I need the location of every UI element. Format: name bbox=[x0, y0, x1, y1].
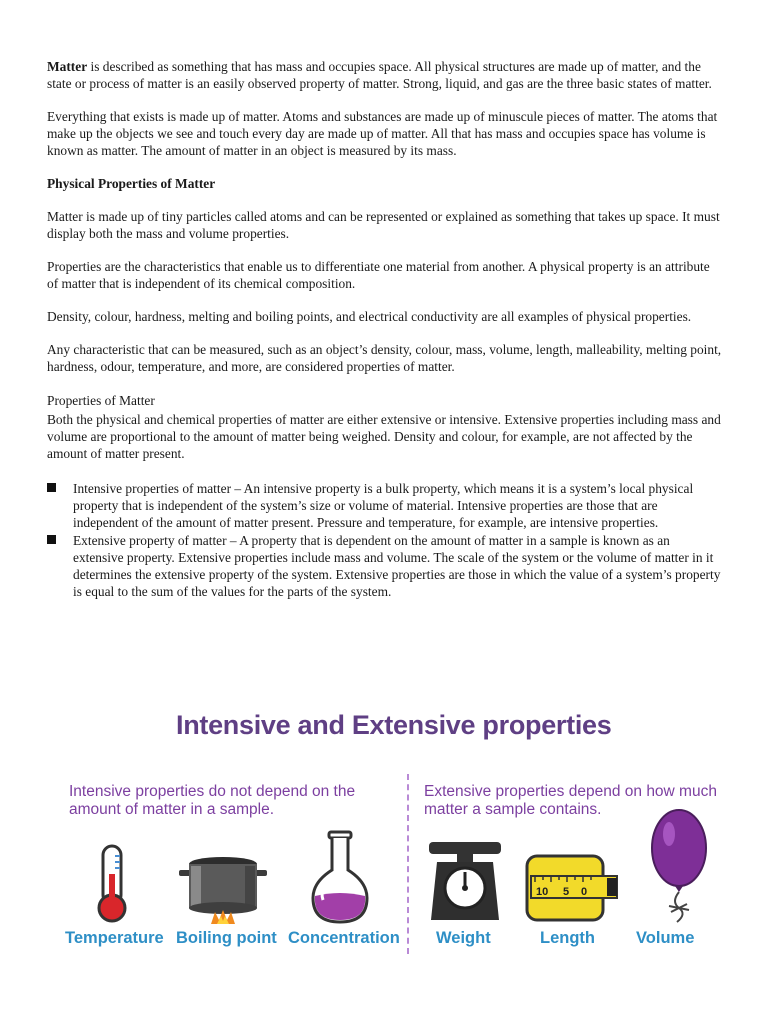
bullet-text: Intensive properties of matter – An intensive property is a bulk property, which means it is a system’s local physical property that is independent of the system’s size or volume of material. Intensive properties are those that are independent of the amount of matter present. Pressure and temperature, for example, are intensive properties. bbox=[73, 481, 694, 530]
caption-weight: Weight bbox=[436, 929, 491, 947]
infographic bbox=[47, 706, 747, 956]
paragraph-3: Matter is made up of tiny particles called atoms and can be represented or explained as something that takes up space. It must display both the mass and volume properties. bbox=[47, 209, 720, 241]
bullet-square-icon bbox=[47, 483, 56, 492]
paragraph-1-lead: Matter bbox=[47, 59, 88, 74]
intensive-description: Intensive properties do not depend on the amount of matter in a sample. bbox=[69, 783, 356, 818]
bullet-item-extensive bbox=[47, 532, 723, 600]
bullet-square-icon bbox=[47, 535, 56, 544]
paragraph-6: Any characteristic that can be measured, such as an object’s density, colour, mass, volume, length, malleability, melting point, hardness, odour, temperature, and more, are considered properties of matter. bbox=[47, 342, 722, 374]
thermometer-icon bbox=[95, 844, 129, 924]
caption-boiling-point: Boiling point bbox=[176, 929, 277, 947]
infographic-title: Intensive and Extensive properties bbox=[176, 710, 612, 740]
heading-physical-properties: Physical Properties of Matter bbox=[47, 176, 216, 191]
paragraph-1 bbox=[47, 58, 723, 92]
paragraph-2: Everything that exists is made up of matter. Atoms and substances are made up of minuscule pieces of matter. The atoms that make up the objects we see and touch every day are made up of matter. All that has mass and occupies space has volume is known as matter. The amount of matter in an object is measured by its mass. bbox=[47, 109, 718, 158]
tape-measure-icon bbox=[525, 854, 621, 922]
boiling-pot-icon bbox=[177, 854, 269, 926]
caption-temperature: Temperature bbox=[65, 929, 164, 947]
heading-properties-of-matter: Properties of Matter bbox=[47, 393, 155, 408]
extensive-description: Extensive properties depend on how much matter a sample contains. bbox=[424, 783, 717, 818]
tape-number-5: 5 bbox=[563, 886, 570, 898]
paragraph-7: Both the physical and chemical properties of matter are either extensive or intensive. Extensive properties including mass and volume are proportional to the amount of matter being weighed. Density and colour, for example, are not affected by the amount of matter present. bbox=[47, 412, 721, 461]
tape-number-0: 0 bbox=[581, 886, 588, 898]
tape-number-10: 10 bbox=[536, 886, 549, 898]
document-body bbox=[47, 58, 723, 601]
dashed-divider bbox=[407, 774, 409, 954]
bullet-item-intensive bbox=[47, 480, 723, 531]
paragraph-4: Properties are the characteristics that enable us to differentiate one material from another. A physical property is an attribute of matter that is independent of its chemical composition. bbox=[47, 259, 710, 291]
paragraph-1-text: is described as something that has mass and occupies space. All physical structures are made up of matter, and the state or process of matter is an easily observed property of matter. Strong, liquid, and gas are the three basic states of matter. bbox=[47, 59, 712, 91]
bullet-text: Extensive property of matter – A property that is dependent on the amount of matter in a sample is known as an extensive property. Extensive properties include mass and volume. The scale of the system or the volume of matter in it determines the extensive property of the system. Extensive properties are those in which the value of a system’s property is equal to the sum of the values for the parts of the system. bbox=[73, 533, 721, 599]
balloon-icon bbox=[647, 806, 711, 926]
caption-concentration: Concentration bbox=[288, 929, 400, 947]
flask-icon bbox=[309, 830, 371, 926]
scale-icon bbox=[425, 840, 505, 924]
caption-volume: Volume bbox=[636, 929, 695, 947]
bullet-list bbox=[47, 480, 723, 600]
paragraph-5: Density, colour, hardness, melting and boiling points, and electrical conductivity are all examples of physical properties. bbox=[47, 309, 692, 324]
caption-length: Length bbox=[540, 929, 595, 947]
